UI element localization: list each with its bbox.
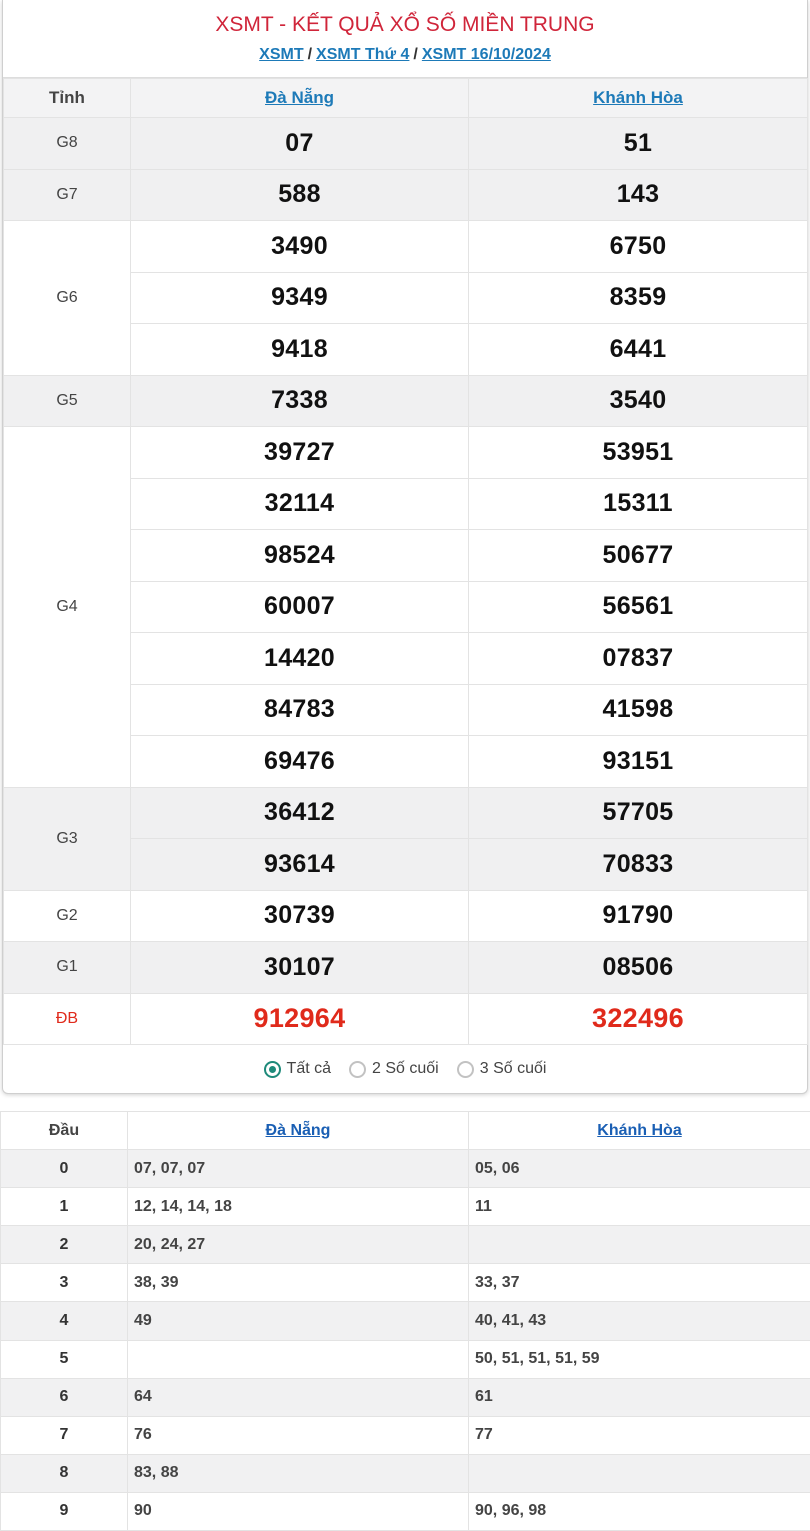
result-number-da-nang: 39727 [131, 427, 469, 479]
loto-values-da-nang [128, 1340, 469, 1378]
prize-row [4, 890, 808, 942]
filter-label: 3 Số cuối [480, 1060, 547, 1078]
radio-selected-icon[interactable] [264, 1061, 281, 1078]
prize-row [4, 221, 808, 273]
page-title: XSMT - KẾT QUẢ XỔ SỐ MIỀN TRUNG [3, 0, 807, 38]
loto-table [0, 1111, 810, 1531]
dau-digit: 4 [1, 1302, 128, 1340]
loto-values-khanh-hoa [469, 1454, 810, 1492]
result-number-khanh-hoa: 15311 [469, 478, 808, 530]
loto-row [1, 1188, 810, 1226]
results-card [2, 0, 808, 1094]
result-number-khanh-hoa: 6750 [469, 221, 808, 273]
loto-row [1, 1264, 810, 1302]
breadcrumb [3, 45, 807, 65]
prize-label: G3 [4, 787, 131, 890]
result-number-khanh-hoa: 6441 [469, 324, 808, 376]
prize-row [4, 787, 808, 839]
dau-digit: 0 [1, 1150, 128, 1188]
province-header-da-nang [131, 79, 469, 118]
result-number-khanh-hoa: 3540 [469, 375, 808, 427]
result-number-khanh-hoa: 07837 [469, 633, 808, 685]
loto-values-khanh-hoa: 77 [469, 1416, 810, 1454]
result-number-da-nang: 9418 [131, 324, 469, 376]
loto-link-khanh-hoa[interactable]: Khánh Hòa [597, 1122, 681, 1139]
result-number-khanh-hoa: 93151 [469, 736, 808, 788]
loto-row [1, 1416, 810, 1454]
loto-row [1, 1226, 810, 1264]
loto-values-khanh-hoa: 50, 51, 51, 51, 59 [469, 1340, 810, 1378]
dau-digit: 3 [1, 1264, 128, 1302]
dau-digit: 2 [1, 1226, 128, 1264]
results-table [3, 78, 808, 1045]
loto-values-da-nang: 07, 07, 07 [128, 1150, 469, 1188]
number-filter [3, 1045, 807, 1093]
result-number-khanh-hoa: 322496 [469, 993, 808, 1045]
prize-label: G6 [4, 221, 131, 376]
dau-digit: 6 [1, 1378, 128, 1416]
loto-values-da-nang: 38, 39 [128, 1264, 469, 1302]
filter-option-last-2[interactable] [349, 1060, 439, 1078]
result-number-da-nang: 30107 [131, 942, 469, 994]
result-number-khanh-hoa: 143 [469, 169, 808, 221]
loto-header-row [1, 1112, 810, 1150]
results-header [3, 0, 807, 78]
province-column-header: Tỉnh [4, 79, 131, 118]
result-number-khanh-hoa: 50677 [469, 530, 808, 582]
prize-label: G2 [4, 890, 131, 942]
dau-digit: 9 [1, 1492, 128, 1530]
result-number-da-nang: 3490 [131, 221, 469, 273]
dau-digit: 8 [1, 1454, 128, 1492]
dau-digit: 1 [1, 1188, 128, 1226]
breadcrumb-separator: / [413, 46, 417, 63]
result-number-da-nang: 14420 [131, 633, 469, 685]
result-number-khanh-hoa: 08506 [469, 942, 808, 994]
filter-option-last-3[interactable] [457, 1060, 547, 1078]
loto-row [1, 1492, 810, 1530]
result-number-da-nang: 912964 [131, 993, 469, 1045]
prize-label: G5 [4, 375, 131, 427]
loto-values-khanh-hoa: 90, 96, 98 [469, 1492, 810, 1530]
loto-values-khanh-hoa [469, 1226, 810, 1264]
breadcrumb-link-date[interactable]: XSMT 16/10/2024 [422, 46, 551, 63]
loto-body [1, 1150, 810, 1531]
result-number-da-nang: 7338 [131, 375, 469, 427]
province-link-khanh-hoa[interactable]: Khánh Hòa [593, 88, 683, 107]
loto-values-khanh-hoa: 61 [469, 1378, 810, 1416]
loto-values-khanh-hoa: 40, 41, 43 [469, 1302, 810, 1340]
province-header-khanh-hoa [469, 79, 808, 118]
loto-values-da-nang: 90 [128, 1492, 469, 1530]
prize-label: ĐB [4, 993, 131, 1045]
prize-label: G4 [4, 427, 131, 788]
result-number-da-nang: 98524 [131, 530, 469, 582]
filter-option-all[interactable] [264, 1060, 331, 1078]
province-link-da-nang[interactable]: Đà Nẵng [265, 88, 334, 107]
loto-row [1, 1302, 810, 1340]
result-number-khanh-hoa: 56561 [469, 581, 808, 633]
results-body [4, 118, 808, 1045]
result-number-khanh-hoa: 8359 [469, 272, 808, 324]
prize-row [4, 375, 808, 427]
result-number-da-nang: 588 [131, 169, 469, 221]
loto-values-da-nang: 20, 24, 27 [128, 1226, 469, 1264]
prize-label: G8 [4, 118, 131, 170]
loto-values-da-nang: 49 [128, 1302, 469, 1340]
result-number-khanh-hoa: 51 [469, 118, 808, 170]
loto-link-da-nang[interactable]: Đà Nẵng [266, 1122, 331, 1139]
loto-header-khanh-hoa [469, 1112, 810, 1150]
prize-row [4, 169, 808, 221]
loto-values-khanh-hoa: 33, 37 [469, 1264, 810, 1302]
prize-row [4, 942, 808, 994]
dau-digit: 7 [1, 1416, 128, 1454]
loto-values-da-nang: 12, 14, 14, 18 [128, 1188, 469, 1226]
result-number-khanh-hoa: 57705 [469, 787, 808, 839]
dau-digit: 5 [1, 1340, 128, 1378]
loto-row [1, 1378, 810, 1416]
loto-header-da-nang [128, 1112, 469, 1150]
loto-values-khanh-hoa: 11 [469, 1188, 810, 1226]
result-number-da-nang: 69476 [131, 736, 469, 788]
prize-label: G7 [4, 169, 131, 221]
result-number-khanh-hoa: 53951 [469, 427, 808, 479]
loto-values-da-nang: 76 [128, 1416, 469, 1454]
result-number-da-nang: 9349 [131, 272, 469, 324]
loto-values-khanh-hoa: 05, 06 [469, 1150, 810, 1188]
radio-icon[interactable] [457, 1061, 474, 1078]
breadcrumb-link-weekday[interactable]: XSMT Thứ 4 [316, 46, 409, 63]
result-number-da-nang: 60007 [131, 581, 469, 633]
prize-row [4, 427, 808, 479]
result-number-da-nang: 32114 [131, 478, 469, 530]
prize-row [4, 993, 808, 1045]
result-number-da-nang: 36412 [131, 787, 469, 839]
filter-label: 2 Số cuối [372, 1060, 439, 1078]
loto-values-da-nang: 83, 88 [128, 1454, 469, 1492]
result-number-da-nang: 07 [131, 118, 469, 170]
filter-label: Tất cả [287, 1060, 331, 1078]
radio-icon[interactable] [349, 1061, 366, 1078]
result-number-da-nang: 93614 [131, 839, 469, 891]
prize-row [4, 118, 808, 170]
result-number-da-nang: 30739 [131, 890, 469, 942]
breadcrumb-separator: / [308, 46, 312, 63]
loto-row [1, 1340, 810, 1378]
result-number-da-nang: 84783 [131, 684, 469, 736]
results-header-row [4, 79, 808, 118]
dau-column-header: Đầu [1, 1112, 128, 1150]
loto-values-da-nang: 64 [128, 1378, 469, 1416]
breadcrumb-link-xsmt[interactable]: XSMT [259, 46, 303, 63]
result-number-khanh-hoa: 70833 [469, 839, 808, 891]
result-number-khanh-hoa: 41598 [469, 684, 808, 736]
prize-label: G1 [4, 942, 131, 994]
result-number-khanh-hoa: 91790 [469, 890, 808, 942]
loto-row [1, 1454, 810, 1492]
loto-row [1, 1150, 810, 1188]
